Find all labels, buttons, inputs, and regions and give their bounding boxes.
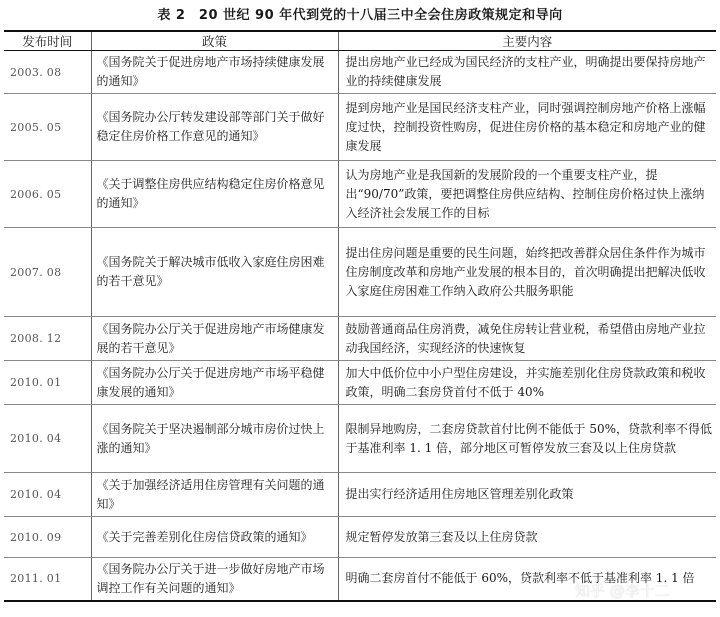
row-date: 2011. 01 bbox=[4, 558, 91, 601]
table-row bbox=[4, 517, 716, 558]
zhihu-watermark: 知乎 @李十二 bbox=[575, 582, 670, 600]
row-policy: 《国务院办公厅关于促进房地产市场健康发展的若干意见》 bbox=[91, 317, 338, 361]
row-policy: 《国务院办公厅关于进一步做好房地产市场调控工作有关问题的通知》 bbox=[91, 558, 338, 601]
row-content: 鼓励普通商品住房消费，减免住房转让营业税，希望借由房地产业拉动我国经济，实现经济的快速恢复 bbox=[338, 317, 716, 361]
row-content: 提出房地产业已经成为国民经济的支柱产业，明确提出要保持房地产业的持续健康发展 bbox=[338, 51, 716, 94]
table-row bbox=[4, 161, 716, 228]
row-date: 2007. 08 bbox=[4, 228, 91, 317]
row-content: 限制异地购房，二套房贷款首付比例不能低于 50%，贷款利率不得低于基准利率 1. 1 倍，部分地区可暂停发放三套及以上住房贷款 bbox=[338, 405, 716, 473]
table-caption: 表 2 20 世纪 90 年代到党的十八届三中全会住房政策规定和导向 bbox=[157, 8, 563, 23]
row-content: 规定暂停发放第三套及以上住房贷款 bbox=[338, 517, 716, 558]
row-date: 2008. 12 bbox=[4, 317, 91, 361]
header-content: 主要内容 bbox=[338, 31, 716, 51]
table-row bbox=[4, 228, 716, 317]
row-content: 明确二套房首付不能低于 60%，贷款利率不低于基准利率 1. 1 倍 bbox=[338, 558, 716, 601]
row-date: 2010. 01 bbox=[4, 361, 91, 405]
row-policy: 《关于加强经济适用住房管理有关问题的通知》 bbox=[91, 473, 338, 517]
header-policy: 政策 bbox=[91, 31, 338, 51]
row-content: 提出实行经济适用住房地区管理差别化政策 bbox=[338, 473, 716, 517]
table-row bbox=[4, 405, 716, 473]
row-policy: 《国务院办公厅转发建设部等部门关于做好稳定住房价格工作意见的通知》 bbox=[91, 94, 338, 161]
row-policy: 《关于调整住房供应结构稳定住房价格意见的通知》 bbox=[91, 161, 338, 228]
row-policy: 《国务院关于坚决遏制部分城市房价过快上涨的通知》 bbox=[91, 405, 338, 473]
row-content: 提出住房问题是重要的民生问题，始终把改善群众居住条件作为城市住房制度改革和房地产业发展的根本目的，首次明确提出把解决低收入家庭住房困难工作纳入政府公共服务职能 bbox=[338, 228, 716, 317]
row-date: 2010. 04 bbox=[4, 405, 91, 473]
table-row bbox=[4, 473, 716, 517]
row-date: 2010. 09 bbox=[4, 517, 91, 558]
row-policy: 《国务院关于解决城市低收入家庭住房困难的若干意见》 bbox=[91, 228, 338, 317]
row-date: 2003. 08 bbox=[4, 51, 91, 94]
row-policy: 《国务院办公厅关于促进房地产市场平稳健康发展的通知》 bbox=[91, 361, 338, 405]
table-row bbox=[4, 317, 716, 361]
row-policy: 《国务院关于促进房地产市场持续健康发展的通知》 bbox=[91, 51, 338, 94]
row-policy: 《关于完善差别化住房信贷政策的通知》 bbox=[91, 517, 338, 558]
table-row bbox=[4, 51, 716, 94]
policy-table bbox=[4, 30, 716, 602]
row-date: 2006. 05 bbox=[4, 161, 91, 228]
table-row bbox=[4, 94, 716, 161]
table-header-row bbox=[4, 31, 716, 51]
header-date: 发布时间 bbox=[4, 31, 91, 51]
row-content: 加大中低价位中小户型住房建设，并实施差别化住房贷款政策和税收政策，明确二套房贷首付不低于 40% bbox=[338, 361, 716, 405]
row-date: 2005. 05 bbox=[4, 94, 91, 161]
row-date: 2010. 04 bbox=[4, 473, 91, 517]
row-content: 认为房地产业是我国新的发展阶段的一个重要支柱产业，提出“90/70”政策，要把调整住房供应结构、控制住房价格过快上涨纳入经济社会发展工作的目标 bbox=[338, 161, 716, 228]
table-row bbox=[4, 361, 716, 405]
row-content: 提到房地产业是国民经济支柱产业，同时强调控制房地产价格上涨幅度过快，控制投资性购房，促进住房价格的基本稳定和房地产业的健康发展 bbox=[338, 94, 716, 161]
